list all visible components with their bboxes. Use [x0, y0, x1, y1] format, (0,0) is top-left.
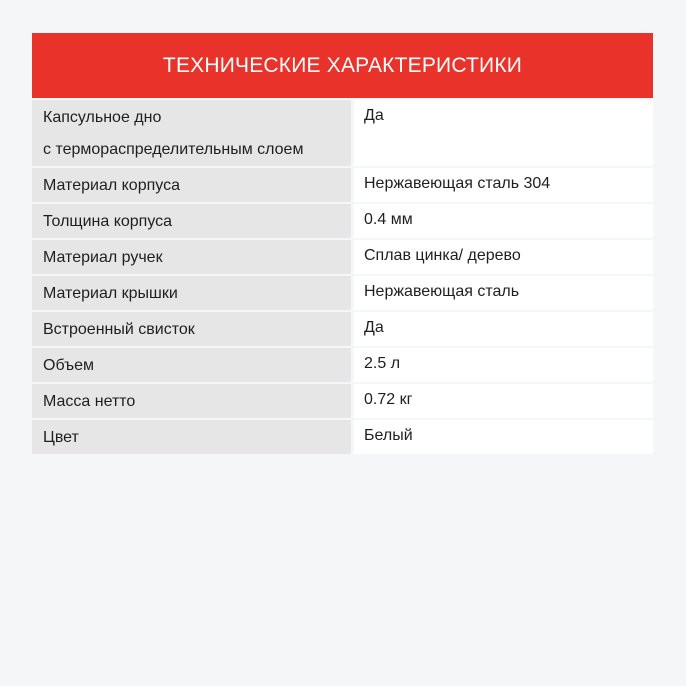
spec-key-line: с термораспределительным слоем [43, 141, 304, 158]
spec-key: Материал крышки [32, 276, 351, 310]
spec-value: 0.72 кг [354, 384, 653, 418]
spec-key: Объем [32, 348, 351, 382]
table-row [32, 348, 653, 382]
spec-key-line: Капсульное дно [43, 109, 162, 126]
table-row [32, 168, 653, 202]
table-row [32, 312, 653, 346]
spec-key: Материал корпуса [32, 168, 351, 202]
table-row [32, 240, 653, 274]
specifications-panel [32, 33, 653, 456]
spec-value: Да [354, 100, 653, 166]
specifications-title: ТЕХНИЧЕСКИЕ ХАРАКТЕРИСТИКИ [32, 33, 653, 98]
spec-value: 2.5 л [354, 348, 653, 382]
spec-value: Белый [354, 420, 653, 454]
spec-key-capsule-bottom [32, 100, 351, 166]
spec-key: Масса нетто [32, 384, 351, 418]
spec-value: Да [354, 312, 653, 346]
table-row [32, 100, 653, 166]
table-row [32, 420, 653, 454]
spec-value: Нержавеющая сталь 304 [354, 168, 653, 202]
table-row [32, 204, 653, 238]
spec-key: Встроенный свисток [32, 312, 351, 346]
spec-value: 0.4 мм [354, 204, 653, 238]
specifications-table [32, 98, 653, 456]
spec-key: Толщина корпуса [32, 204, 351, 238]
spec-key: Материал ручек [32, 240, 351, 274]
spec-value: Сплав цинка/ дерево [354, 240, 653, 274]
table-row [32, 276, 653, 310]
spec-value: Нержавеющая сталь [354, 276, 653, 310]
table-row [32, 384, 653, 418]
spec-key: Цвет [32, 420, 351, 454]
